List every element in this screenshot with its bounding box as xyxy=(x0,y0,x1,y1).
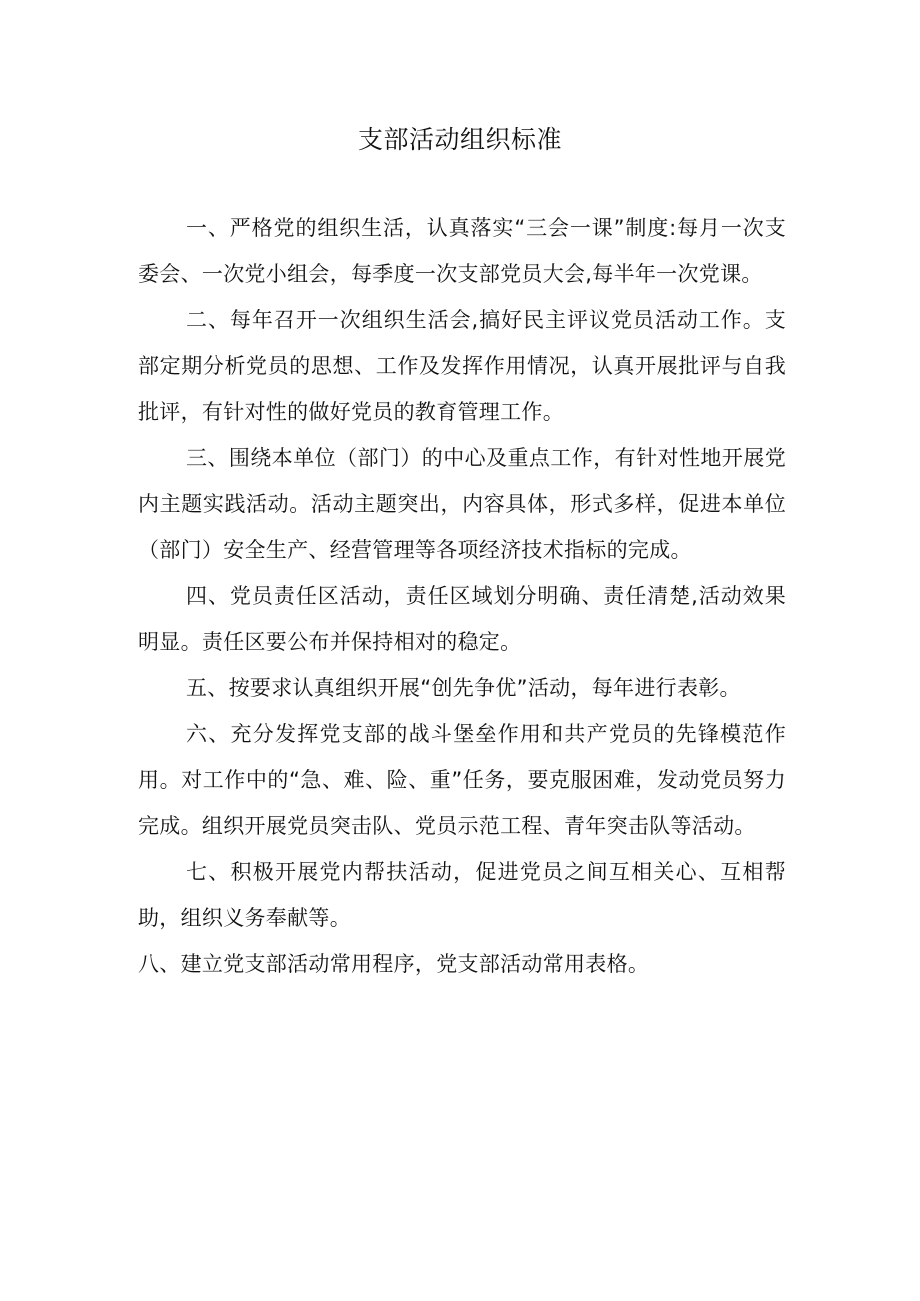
document-body xyxy=(138,205,786,987)
paragraph-4: 四、党员责任区活动，责任区域划分明确、责任清楚,活动效果明显。责任区要公布并保持相对的稳定。 xyxy=(138,584,786,654)
paragraph-8: 八、建立党支部活动常用程序，党支部活动常用表格。 xyxy=(138,952,650,976)
paragraph-6: 六、充分发挥党支部的战斗堡垒作用和共产党员的先锋模范作用。对工作中的“急、难、险、重”任务，要克服困难，发动党员努力完成。组织开展党员突击队、党员示范工程、青年突击队等活动。 xyxy=(138,722,786,838)
paragraph-3: 三、围绕本单位（部门）的中心及重点工作，有针对性地开展党内主题实践活动。活动主题突出，内容具体，形式多样，促进本单位（部门）安全生产、经营管理等各项经济技术指标的完成。 xyxy=(138,446,786,562)
paragraph-2: 二、每年召开一次组织生活会,搞好民主评议党员活动工作。支部定期分析党员的思想、工作及发挥作用情况，认真开展批评与自我批评，有针对性的做好党员的教育管理工作。 xyxy=(138,308,786,424)
document-title: 支部活动组织标准 xyxy=(357,125,562,154)
paragraph-1: 一、严格党的组织生活，认真落实“三会一课”制度:每月一次支委会、一次党小组会，每季度一次支部党员大会,每半年一次党课。 xyxy=(138,216,786,286)
paragraph-5: 五、按要求认真组织开展“创先争优”活动，每年进行表彰。 xyxy=(186,676,741,700)
paragraph-7: 七、积极开展党内帮扶活动，促进党员之间互相关心、互相帮助，组织义务奉献等。 xyxy=(138,860,786,930)
